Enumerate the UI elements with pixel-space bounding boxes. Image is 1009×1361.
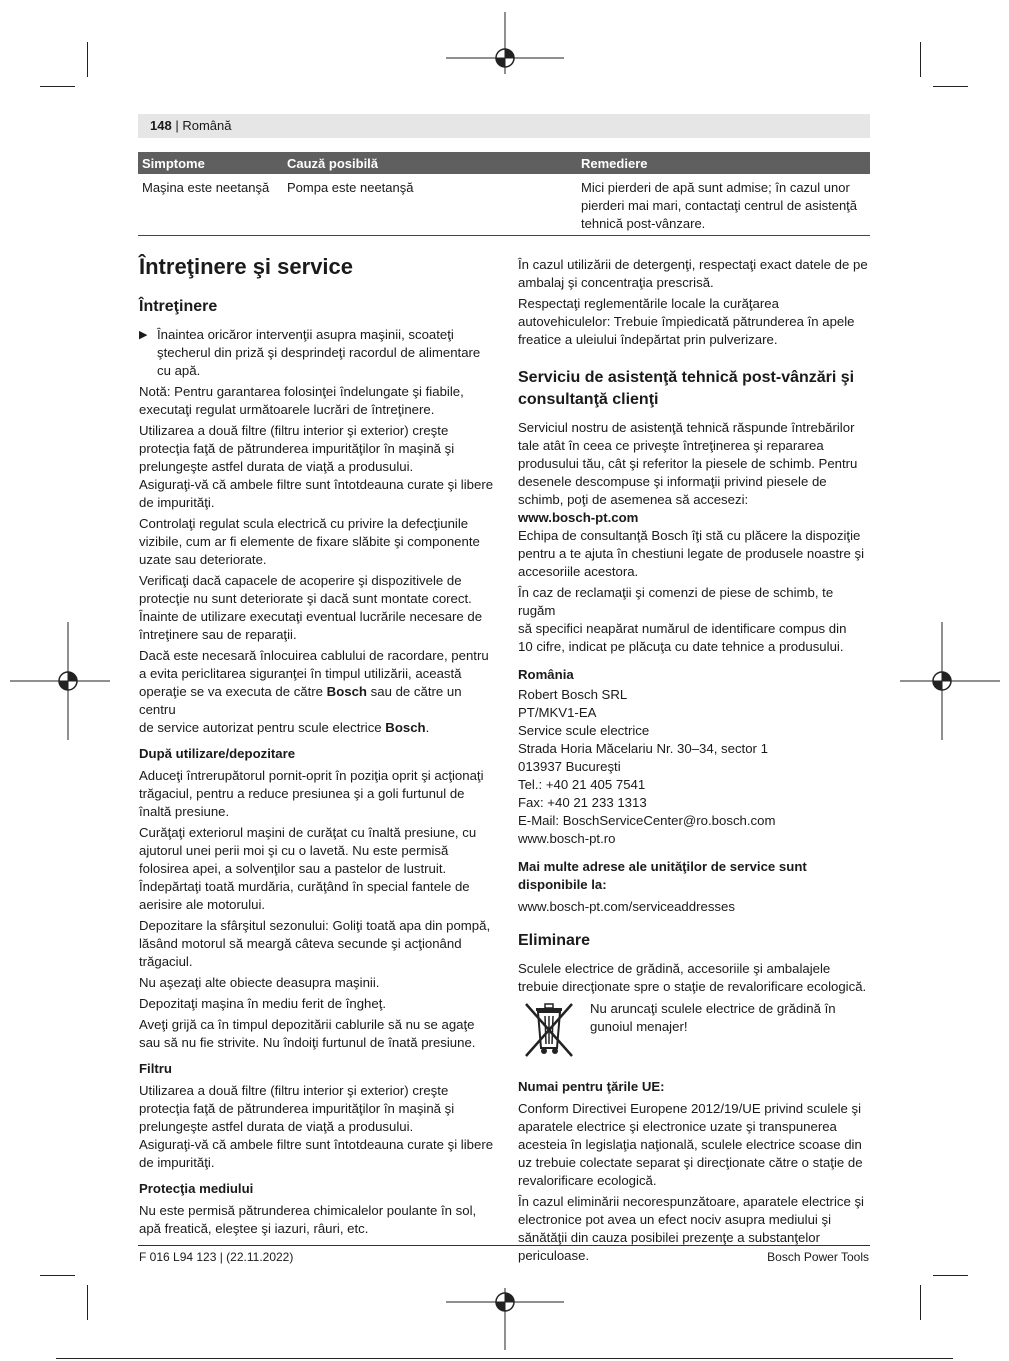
header-language: Română xyxy=(182,118,232,133)
text-line: prelungeşte astfel durata de viaţă a produsului. xyxy=(139,1119,414,1134)
text-line: Utilizarea a două filtre (filtru interior şi exterior) creşte xyxy=(139,423,449,438)
text-line: În caz de reclamaţii şi comenzi de piese de schimb, te rugăm xyxy=(518,585,834,618)
email-link[interactable]: E-Mail: BoschServiceCenter@ro.bosch.com xyxy=(518,813,776,828)
detergents-paragraph xyxy=(518,256,873,292)
address-line: 013937 Bucureşti xyxy=(518,759,621,774)
text-line: de impurităţi. xyxy=(139,1155,215,1170)
text-fragment: sau de către un centru xyxy=(139,684,462,717)
environment-paragraph xyxy=(139,1202,499,1238)
address-line: Strada Horia Măcelariu Nr. 30–34, sector 1 xyxy=(518,741,768,756)
text-line: Asiguraţi-vă că ambele filtre sunt întotdeauna curate şi libere xyxy=(139,477,494,492)
text-line: schimb, poţi de asemenea să accesezi: xyxy=(518,492,749,507)
heading-line: Serviciu de asistenţă tehnică post-vânzări şi xyxy=(518,369,855,386)
text-line: Verificaţi dacă capacele de acoperire şi dispozitivele de xyxy=(139,573,462,588)
heading-line: Mai multe adrese ale unităţilor de service sunt xyxy=(518,859,807,874)
text-line: lăsând motorul să meargă câteva secunde şi acţionând xyxy=(139,936,462,951)
bosch-url-link[interactable]: www.bosch-pt.com xyxy=(518,510,639,525)
text-line: Conform Directivei Europene 2012/19/UE privind sculele şi xyxy=(518,1101,862,1116)
table-header-row xyxy=(138,152,870,174)
text-line: Înainte de utilizare executaţi eventual lucrările necesare de xyxy=(139,609,483,624)
text-fragment: . xyxy=(425,720,430,735)
text-line: a evita periclitarea siguranţei în timpul utilizării, această xyxy=(139,666,462,681)
text-fragment: operaţie se va executa de către xyxy=(139,684,327,699)
cable-paragraph xyxy=(139,647,499,737)
brand-name: Bosch xyxy=(326,684,367,699)
remedy-line: pierderi mai mari, contactaţi centrul de asistenţă xyxy=(581,198,858,213)
text-line: de impurităţi. xyxy=(139,495,215,510)
text-line: În cazul eliminării necorespunzătoare, aparatele electrice şi xyxy=(518,1194,864,1209)
text-line: protecţia faţă de pătrunderea impurităţilor în maşină şi xyxy=(139,1101,455,1116)
disposal-heading: Eliminare xyxy=(518,932,591,949)
text-line: aparatele electrice şi electronice uzate şi transpunerea xyxy=(518,1119,837,1134)
text-line: sau să nu fie strivite. Nu îndoiţi furtunul de înată presiune. xyxy=(139,1035,476,1050)
maintenance-note xyxy=(139,383,499,419)
text-line: În cazul utilizării de detergenţi, respectaţi exact datele de pe xyxy=(518,257,868,272)
text-line: trebuie direcţionate spre o staţie de revalorificare ecologică. xyxy=(518,979,867,994)
brand-name: Bosch xyxy=(385,720,426,735)
text-line: Asiguraţi-vă că ambele filtre sunt întotdeauna curate şi libere xyxy=(139,1137,494,1152)
cleaning-paragraph xyxy=(139,824,499,914)
text-line: întreţinere sau de reparaţii. xyxy=(139,627,297,642)
header-separator: | xyxy=(175,118,183,133)
text-line: Aduceţi întrerupătorul pornit-oprit în poziţia oprit şi acţionaţi xyxy=(139,768,484,783)
covers-paragraph xyxy=(139,572,499,644)
address-block xyxy=(518,686,873,848)
left-column xyxy=(139,252,499,1241)
eu-paragraph xyxy=(518,1100,873,1190)
text-line: executaţi regulat următoarele lucrări de întreţinere. xyxy=(139,402,435,417)
registration-mark-left-icon xyxy=(10,622,110,740)
text-line: sănătăţii din cauza posibilei prezenţe a substanţelor xyxy=(518,1230,821,1245)
table-row xyxy=(138,174,870,236)
text-line: Notă: Pentru garantarea folosinţei îndelungate şi fiabile, xyxy=(139,384,464,399)
text-line: produsului tău, cât şi referitor la piesele de schimb. Pentru xyxy=(518,456,858,471)
footer-brand: Bosch Power Tools xyxy=(767,1250,869,1264)
text-line: gunoiul menajer! xyxy=(590,1019,688,1034)
text-line: Controlaţi regulat scula electrică cu privire la defecţiunile xyxy=(139,516,469,531)
claims-paragraph xyxy=(518,584,873,656)
text-line: freatice a uleiului îndepărtat prin pulverizare. xyxy=(518,332,778,347)
text-line: Nu este permisă pătrunderea chimicalelor poulante în sol, xyxy=(139,1203,477,1218)
eu-heading: Numai pentru ţările UE: xyxy=(518,1079,665,1094)
text-line: acesteia în legislaţia naţională, sculele electrice scoase din xyxy=(518,1137,862,1152)
footer-document-id: F 016 L94 123 | (22.11.2022) xyxy=(139,1250,294,1264)
text-line: Îndepărtaţi toată murdăria, curăţând în special fantele de xyxy=(139,879,470,894)
heading-line: disponibile la: xyxy=(518,877,607,892)
right-column xyxy=(518,256,873,1268)
remedy-line: Mici pierderi de apă sunt admise; în cazul unor xyxy=(581,180,850,195)
disposal-icon-text xyxy=(590,1000,836,1058)
table-header-symptoms: Simptome xyxy=(138,152,283,174)
text-line: înaltă presiune. xyxy=(139,804,230,819)
address-line: Robert Bosch SRL xyxy=(518,687,628,702)
after-use-heading: După utilizare/depozitare xyxy=(139,746,296,761)
heading-line: consultanţă clienţi xyxy=(518,391,659,408)
service-heading xyxy=(518,367,873,411)
table-header-remedy: Remediere xyxy=(577,152,870,174)
text-line: 10 cifre, indicat pe plăcuţa cu date tehnice a produsului. xyxy=(518,639,844,654)
filter-heading: Filtru xyxy=(139,1061,172,1076)
environment-heading: Protecţia mediului xyxy=(139,1181,254,1196)
filters-paragraph xyxy=(139,422,499,512)
bullet-arrow-icon: ▶ xyxy=(139,329,148,341)
crossed-bin-icon xyxy=(518,1000,580,1058)
text-line: Nu aruncaţi sculele electrice de grădină în xyxy=(590,1001,836,1016)
text-line: Curăţaţi exteriorul maşini de curăţat cu înaltă presiune, cu xyxy=(139,825,477,840)
text-line: uz trebuie colectate separat şi direcţionate către o staţie de xyxy=(518,1155,863,1170)
text-line: Respectaţi reglementările locale la curăţarea xyxy=(518,296,779,311)
service-addresses-link[interactable]: www.bosch-pt.com/serviceaddresses xyxy=(518,899,735,914)
text-line: uzate sau deteriorate. xyxy=(139,552,267,567)
text-line: periculoase. xyxy=(518,1248,590,1263)
maintenance-heading: Întreţinere xyxy=(139,298,218,315)
bullet-line: ştecherul din priză şi desprindeţi racordul de alimentare xyxy=(157,345,481,360)
bullet-line: Înaintea oricăror intervenţii asupra maşinii, scoateţi xyxy=(157,327,454,342)
text-line: trăgaciul, pentru a reduce presiunea şi a goli furtunul de xyxy=(139,786,465,801)
troubleshooting-table xyxy=(138,152,870,236)
text-line: revalorificare ecologică. xyxy=(518,1173,657,1188)
table-cell-cause: Pompa este neetanşă xyxy=(283,174,577,236)
text-line: tale atât în ceea ce priveşte întreţinerea şi repararea xyxy=(518,438,824,453)
footer-divider xyxy=(138,1245,870,1246)
address-line: Fax: +40 21 233 1313 xyxy=(518,795,647,810)
frost-paragraph: Depozitaţi maşina în mediu ferit de îngheţ. xyxy=(139,996,387,1011)
country-heading: România xyxy=(518,667,574,682)
text-line: Serviciul nostru de asistenţă tehnică răspunde întrebărilor xyxy=(518,420,855,435)
bullet-line: cu apă. xyxy=(157,363,201,378)
text-line: Depozitare la sfârşitul sezonului: Goliţi toată apa din pompă, xyxy=(139,918,491,933)
text-line: Aveţi grijă ca în timpul depozitării cablurile să nu se agaţe xyxy=(139,1017,475,1032)
text-line: vizibile, cum ar fi elemente de fixare slăbite şi componente xyxy=(139,534,480,549)
no-objects-paragraph: Nu aşezaţi alte obiecte deasupra maşinii. xyxy=(139,975,380,990)
text-line: Echipa de consultanţă Bosch îţi stă cu plăcere la dispoziţie xyxy=(518,528,861,543)
text-line: prelungeşte astfel durata de viaţă a produsului. xyxy=(139,459,414,474)
text-line: să specifici neapărat numărul de identificare compus din xyxy=(518,621,847,636)
text-line: Sculele electrice de grădină, accesoriile şi ambalajele xyxy=(518,961,831,976)
section-title: Întreţinere şi service xyxy=(139,254,354,279)
text-fragment: de service autorizat pentru scule electrice xyxy=(139,720,386,735)
text-line: trăgaciul. xyxy=(139,954,193,969)
text-line: apă freatică, eleştee şi iazuri, râuri, etc. xyxy=(139,1221,369,1236)
text-line: folosirea apei, a solvenţilor sau a pastelor de lustruit. xyxy=(139,861,447,876)
table-header-cause: Cauză posibilă xyxy=(283,152,577,174)
text-line: accesoriile acestora. xyxy=(518,564,639,579)
safety-bullet xyxy=(139,326,499,380)
text-line: ajutorul unei perii moi şi cu o lavetă. Nu este permisă xyxy=(139,843,449,858)
check-tool-paragraph xyxy=(139,515,499,569)
text-line: autovehiculelor: Trebuie împiedicată pătrunderea în apele xyxy=(518,314,855,329)
page-number: 148 xyxy=(150,118,172,133)
text-line: Utilizarea a două filtre (filtru interior şi exterior) creşte xyxy=(139,1083,449,1098)
text-line: aerisire ale motorului. xyxy=(139,897,266,912)
text-line: ambalaj şi concentraţia prescrisă. xyxy=(518,275,714,290)
text-line: electronice pot avea un efect nociv asupra mediului şi xyxy=(518,1212,832,1227)
disposal-intro xyxy=(518,960,873,996)
registration-mark-right-icon xyxy=(900,622,1000,740)
seasonal-paragraph xyxy=(139,917,499,971)
regulations-paragraph xyxy=(518,295,873,349)
filter-paragraph xyxy=(139,1082,499,1172)
table-cell-remedy xyxy=(577,174,870,236)
text-line xyxy=(139,683,499,719)
cables-paragraph xyxy=(139,1016,499,1052)
registration-mark-top-icon xyxy=(446,12,564,74)
text-line: desenele descompuse şi informaţii privind piesele de xyxy=(518,474,827,489)
text-line: pentru a te ajuta în chestiuni legate de produsele noastre şi xyxy=(518,546,865,561)
disposal-notice xyxy=(518,1000,873,1058)
registration-mark-bottom-icon xyxy=(446,1288,564,1350)
text-line: protecţia faţă de pătrunderea impurităţilor în maşină şi xyxy=(139,441,455,456)
address-line: Tel.: +40 21 405 7541 xyxy=(518,777,646,792)
remedy-line: tehnică post-vânzare. xyxy=(581,216,706,231)
more-addresses-heading xyxy=(518,858,873,894)
text-line: protecţie nu sunt deteriorate şi dacă sunt montate corect. xyxy=(139,591,472,606)
service-intro xyxy=(518,419,873,581)
trigger-paragraph xyxy=(139,767,499,821)
address-line: Service scule electrice xyxy=(518,723,650,738)
text-line: Dacă este necesară înlocuirea cablului de racordare, pentru xyxy=(139,648,489,663)
table-cell-symptom: Maşina este neetanşă xyxy=(138,174,283,236)
address-line: PT/MKV1-EA xyxy=(518,705,597,720)
text-line xyxy=(139,719,499,737)
page-header xyxy=(138,114,870,138)
website-link[interactable]: www.bosch-pt.ro xyxy=(518,831,616,846)
